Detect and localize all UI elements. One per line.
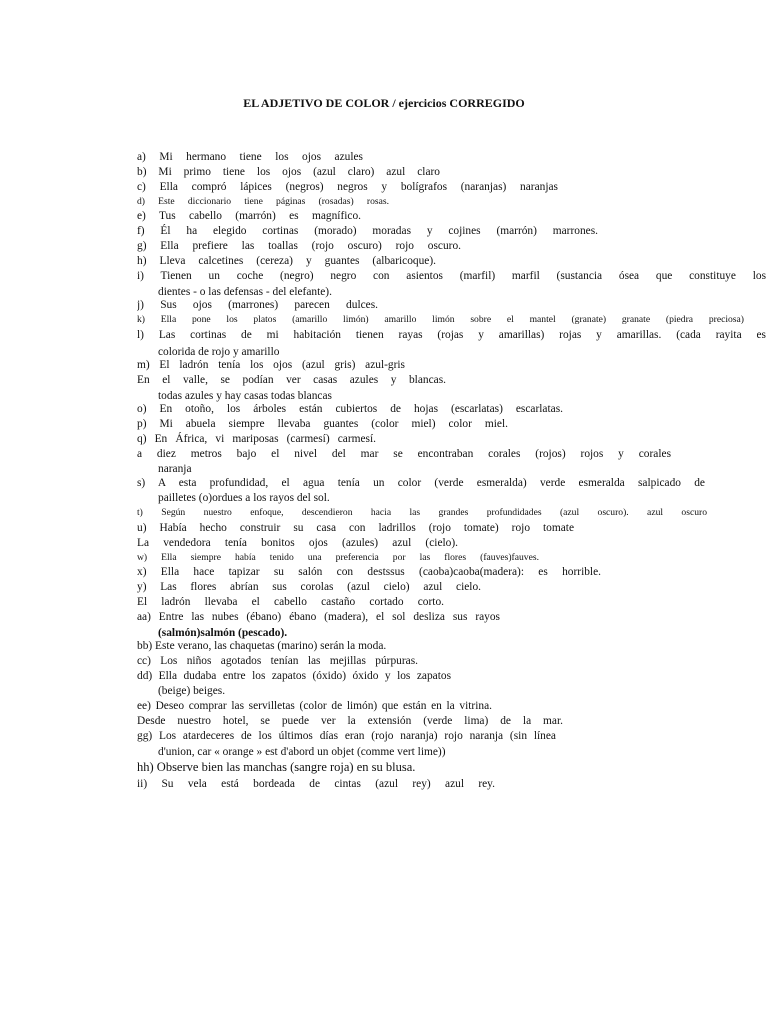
exercise-line: t) Según nuestro enfoque, descendieron hacia las grandes profundidades (azul oscuro). azul oscuro — [137, 507, 707, 518]
exercise-line: a diez metros bajo el nivel del mar se encontraban corales (rojos) rojos y corales — [137, 448, 671, 460]
exercise-line: todas azules y hay casas todas blancas — [158, 390, 332, 402]
exercise-line: g) Ella prefiere las toallas (rojo oscuro) rojo oscuro. — [137, 240, 461, 252]
exercise-line: b) Mi primo tiene los ojos (azul claro) azul claro — [137, 166, 440, 178]
exercise-line: k) Ella pone los platos (amarillo limón) amarillo limón sobre el mantel (granate) granate (piedra preciosa) — [137, 314, 744, 325]
exercise-line: cc) Los niños agotados tenían las mejillas púrpuras. — [137, 655, 418, 667]
exercise-line: m) El ladrón tenía los ojos (azul gris) azul-gris — [137, 359, 405, 371]
exercise-line: Desde nuestro hotel, se puede ver la extensión (verde lima) de la mar. — [137, 715, 563, 727]
exercise-line: La vendedora tenía bonitos ojos (azules) azul (cielo). — [137, 537, 458, 549]
exercise-line: En el valle, se podían ver casas azules y blancas. — [137, 374, 446, 386]
exercise-line: h) Lleva calcetines (cereza) y guantes (albaricoque). — [137, 255, 436, 267]
page-title: EL ADJETIVO DE COLOR / ejercicios CORREGIDO — [243, 96, 525, 110]
exercise-line: l) Las cortinas de mi habitación tienen rayas (rojas y amarillas) rojas y amarillas. (cada rayita es — [137, 329, 766, 341]
exercise-line: x) Ella hace tapizar su salón con destssus (caoba)caoba(madera): es horrible. — [137, 566, 601, 578]
exercise-line: pailletes (o)ordues a los rayos del sol. — [158, 492, 330, 504]
exercise-line: o) En otoño, los árboles están cubiertos de hojas (escarlatas) escarlatas. — [137, 403, 563, 415]
exercise-line: ii) Su vela está bordeada de cintas (azul rey) azul rey. — [137, 778, 495, 790]
exercise-line: q) En África, vi mariposas (carmesí) carmesí. — [137, 433, 376, 445]
exercise-line: d'union, car « orange » est d'abord un objet (comme vert lime)) — [158, 746, 446, 758]
exercise-line: hh) Observe bien las manchas (sangre roja) en su blusa. — [137, 760, 416, 774]
exercise-line: (beige) beiges. — [158, 685, 226, 697]
exercise-line: ee) Deseo comprar las servilletas (color de limón) que están en la vitrina. — [137, 700, 492, 712]
exercise-line: y) Las flores abrían sus corolas (azul cielo) azul cielo. — [137, 581, 481, 593]
exercise-line: a) Mi hermano tiene los ojos azules — [137, 151, 363, 163]
exercise-line: aa) Entre las nubes (ébano) ébano (madera), el sol desliza sus rayos — [137, 611, 500, 623]
exercise-line: El ladrón llevaba el cabello castaño cortado corto. — [137, 596, 444, 608]
exercise-line: w) Ella siempre había tenido una preferencia por las flores (fauves)fauves. — [137, 552, 539, 563]
exercise-line: dd) Ella dudaba entre los zapatos (óxido) óxido y los zapatos — [137, 670, 451, 682]
exercise-line: p) Mi abuela siempre llevaba guantes (color miel) color miel. — [137, 418, 508, 430]
exercise-line: s) A esta profundidad, el agua tenía un color (verde esmeralda) verde esmeralda salpicado de — [137, 477, 705, 489]
exercise-line: bb) Este verano, las chaquetas (marino) serán la moda. — [137, 640, 387, 652]
exercise-line: colorida de rojo y amarillo — [158, 346, 280, 358]
exercise-line: dientes - o las defensas - del elefante). — [158, 286, 332, 298]
exercise-line: e) Tus cabello (marrón) es magnífico. — [137, 210, 361, 222]
exercise-line: f) Él ha elegido cortinas (morado) moradas y cojines (marrón) marrones. — [137, 225, 598, 237]
exercise-line: d) Este diccionario tiene páginas (rosadas) rosas. — [137, 196, 389, 207]
exercise-line: naranja — [158, 463, 192, 475]
exercise-line: j) Sus ojos (marrones) parecen dulces. — [137, 299, 378, 311]
exercise-line: gg) Los atardeceres de los últimos días eran (rojo naranja) rojo naranja (sin línea — [137, 730, 556, 742]
exercise-line: i) Tienen un coche (negro) negro con asientos (marfil) marfil (sustancia ósea que constituye los — [137, 270, 766, 282]
exercise-line: c) Ella compró lápices (negros) negros y bolígrafos (naranjas) naranjas — [137, 181, 558, 193]
exercise-line: (salmón)salmón (pescado). — [158, 627, 288, 639]
exercise-line: u) Había hecho construir su casa con ladrillos (rojo tomate) rojo tomate — [137, 522, 574, 534]
